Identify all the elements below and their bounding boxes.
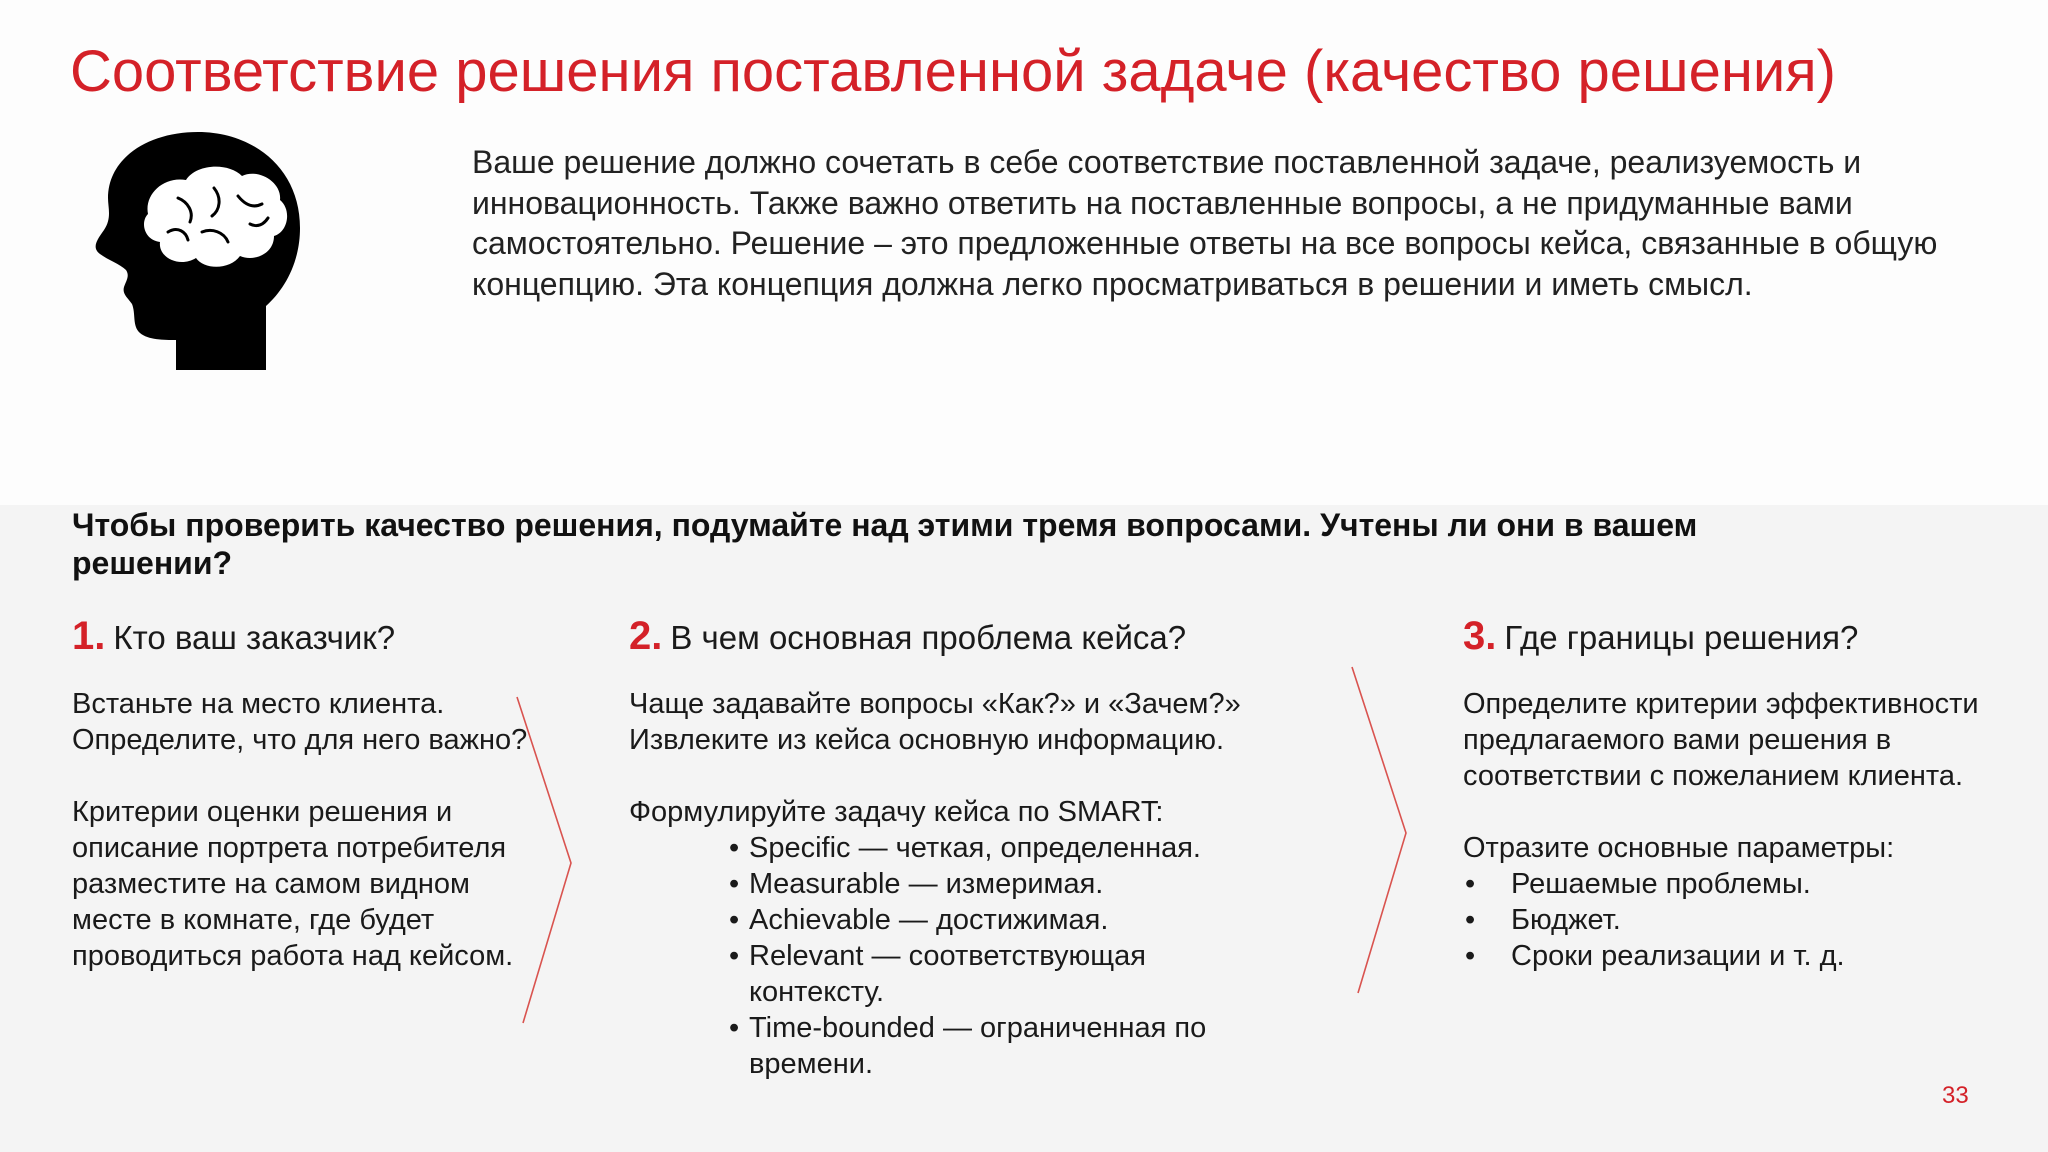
params-intro: Отразите основные параметры:: [1463, 832, 1895, 864]
question-heading: Чтобы проверить качество решения, подумайте над этими тремя вопросами. Учтены ли они в вашем решении?: [72, 507, 1698, 581]
column-number: 3.: [1463, 614, 1497, 658]
column-boundaries: [1463, 614, 2023, 974]
column-number: 1.: [72, 614, 106, 658]
chevron-right-icon: [1350, 665, 1410, 995]
smart-intro: Формулируйте задачу кейса по SMART:: [629, 796, 1164, 828]
column-title: Где границы решения?: [1504, 619, 1859, 656]
column-title: В чем основная проблема кейса?: [670, 619, 1187, 656]
list-item: • Бюджет.: [1463, 902, 2023, 938]
customer-paragraph: Встаньте на место клиента. Определите, что для него важно?: [72, 688, 528, 756]
list-item: • Решаемые проблемы.: [1463, 866, 2023, 902]
list-item: • Measurable — измеримая.: [729, 866, 1279, 902]
list-item: • Specific — четкая, определенная.: [729, 830, 1279, 866]
column-problem: [629, 614, 1279, 1082]
list-item: • Time-bounded — ограниченная по времени.: [729, 1010, 1279, 1082]
problem-line: Чаще задавайте вопросы «Как?» и «Зачем?»: [629, 688, 1241, 720]
chevron-right-icon: [515, 695, 575, 1025]
list-item: • Achievable — достижимая.: [729, 902, 1279, 938]
problem-line: Извлеките из кейса основную информацию.: [629, 724, 1225, 756]
column-heading: [1463, 614, 2023, 660]
column-heading: [72, 614, 542, 660]
slide-title: Соответствие решения поставленной задаче (качество решения): [70, 39, 1836, 104]
list-item: • Relevant — соответствующая контексту.: [729, 938, 1279, 1010]
page-number: 33: [1942, 1082, 1969, 1109]
head-brain-icon: [78, 128, 308, 370]
params-list: [1463, 866, 2023, 974]
intro-text: Ваше решение должно сочетать в себе соответствие поставленной задаче, реализуемость и инновационность. Также важно ответить на поставленные вопросы, а не придуманные вами самостоятельно. Решение – это предложенные ответы на все вопросы кейса, связанные в общую концепцию. Эта концепция должна легко просматриваться в решении и иметь смысл.: [472, 144, 1938, 302]
list-item: • Сроки реализации и т. д.: [1463, 938, 2023, 974]
column-title: Кто ваш заказчик?: [113, 619, 396, 656]
customer-criteria-paragraph: Критерии оценки решения и описание портрета потребителя разместите на самом видном месте в комнате, где будет проводиться работа над кейсом.: [72, 796, 514, 972]
column-heading: [629, 614, 1279, 660]
column-customer: [72, 614, 542, 974]
column-number: 2.: [629, 614, 663, 658]
boundaries-paragraph: Определите критерии эффективности предлагаемого вами решения в соответствии с пожеланием клиента.: [1463, 688, 1979, 792]
smart-list: [629, 830, 1279, 1082]
